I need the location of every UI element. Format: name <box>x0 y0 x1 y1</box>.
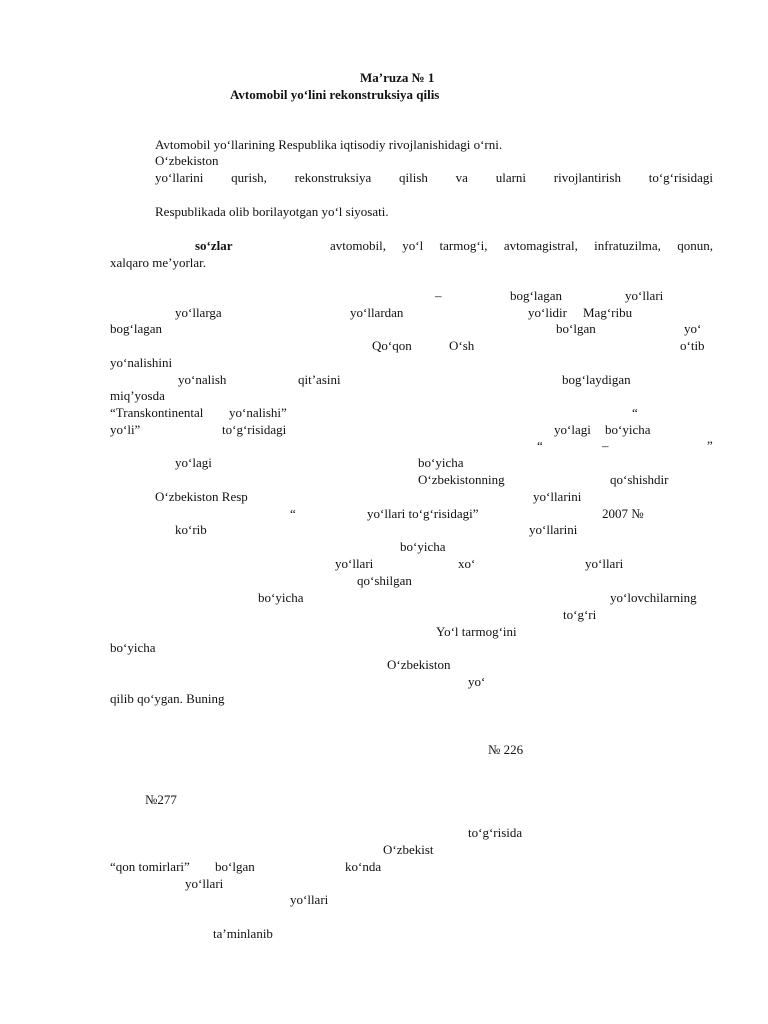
text-fragment: yo‘lagi <box>554 422 591 437</box>
text-fragment: ko‘rib <box>175 522 207 537</box>
text-fragment: yo‘lovchilarning <box>610 590 697 605</box>
intro-word: to‘g‘risidagi <box>648 170 713 185</box>
intro-line-3 <box>155 170 713 186</box>
intro-word: va <box>455 170 468 185</box>
text-fragment: yo‘nalish <box>178 372 227 387</box>
text-fragment: qilib qo‘ygan. Buning <box>110 691 225 706</box>
text-fragment: Qo‘qon <box>372 338 412 353</box>
text-fragment: yo‘llari <box>290 892 329 907</box>
keywords-text-2: xalqaro me’yorlar. <box>110 255 207 270</box>
intro-word: rekonstruksiya <box>294 170 372 185</box>
text-fragment: “ <box>537 438 543 453</box>
keywords-text-1: avtomobil, yo‘l tarmog‘i, avtomagistral, infratuzilma, qonun, <box>330 238 713 253</box>
text-fragment: bo‘yicha <box>110 640 156 655</box>
text-fragment: bo‘yicha <box>605 422 651 437</box>
text-fragment: yo‘li” <box>110 422 141 437</box>
text-fragment: – <box>435 288 442 303</box>
text-fragment: bo‘lgan <box>215 859 255 874</box>
text-fragment: ko‘nda <box>345 859 382 874</box>
text-fragment: yo‘llari <box>625 288 664 303</box>
text-fragment: ” <box>707 438 713 453</box>
text-fragment: O‘zbekistonning <box>418 472 505 487</box>
text-fragment: bo‘yicha <box>400 539 446 554</box>
text-fragment: bo‘yicha <box>258 590 304 605</box>
text-fragment: yo‘ <box>468 674 486 689</box>
text-fragment: yo‘llari to‘g‘risidagi” <box>367 506 479 521</box>
text-fragment: bo‘lgan <box>556 321 596 336</box>
text-fragment: “Transkontinental <box>110 405 204 420</box>
text-fragment: o‘tib <box>680 338 705 353</box>
text-fragment: “ <box>290 506 296 521</box>
lecture-title: Ma’ruza № 1 <box>360 70 435 85</box>
intro-word: qilish <box>398 170 428 185</box>
text-fragment: bog‘lagan <box>510 288 562 303</box>
text-fragment: ta’minlanib <box>213 926 273 941</box>
text-fragment: O‘zbekiston Resp <box>155 489 248 504</box>
text-fragment: yo‘lagi <box>175 455 212 470</box>
lecture-subtitle: Avtomobil yo‘lini rekonstruksiya qilis <box>230 87 440 102</box>
text-fragment: bog‘laydigan <box>562 372 631 387</box>
text-fragment: yo‘llardan <box>350 305 404 320</box>
text-fragment: №277 <box>145 792 177 807</box>
keywords-label: so‘zlar <box>195 238 233 253</box>
intro-line-2: O‘zbekiston <box>155 153 219 168</box>
text-fragment: yo‘llari <box>585 556 624 571</box>
intro-word: rivojlantirish <box>553 170 621 185</box>
text-fragment: Mag‘ribu <box>583 305 633 320</box>
text-fragment: xo‘ <box>458 556 476 571</box>
text-fragment: yo‘llarini <box>533 489 582 504</box>
text-fragment: – <box>602 438 609 453</box>
text-fragment: O‘sh <box>449 338 475 353</box>
text-fragment: to‘g‘ri <box>563 607 597 622</box>
text-fragment: № 226 <box>488 742 524 757</box>
text-fragment: yo‘lidir <box>528 305 567 320</box>
text-fragment: “qon tomirlari” <box>110 859 190 874</box>
text-fragment: yo‘nalishini <box>110 355 173 370</box>
text-fragment: yo‘nalishi” <box>229 405 287 420</box>
text-fragment: bo‘yicha <box>418 455 464 470</box>
text-fragment: 2007 № <box>602 506 644 521</box>
text-fragment: to‘g‘risida <box>468 825 523 840</box>
text-fragment: yo‘llarini <box>529 522 578 537</box>
text-fragment: miq’yosda <box>110 388 165 403</box>
text-fragment: yo‘llari <box>185 876 224 891</box>
text-fragment: “ <box>632 405 638 420</box>
text-fragment: to‘g‘risidagi <box>222 422 287 437</box>
intro-line-4: Respublikada olib borilayotgan yo‘l siyosati. <box>155 204 389 219</box>
text-fragment: yo‘llari <box>335 556 374 571</box>
text-fragment: qo‘shilgan <box>357 573 412 588</box>
text-fragment: qit’asini <box>298 372 341 387</box>
intro-word: yo‘llarini <box>155 170 204 185</box>
text-fragment: qo‘shishdir <box>610 472 669 487</box>
text-fragment: O‘zbekist <box>383 842 434 857</box>
intro-word: ularni <box>495 170 527 185</box>
text-fragment: bog‘lagan <box>110 321 162 336</box>
text-fragment: yo‘ <box>684 321 702 336</box>
text-fragment: Yo‘l tarmog‘ini <box>436 624 517 639</box>
text-fragment: yo‘llarga <box>175 305 222 320</box>
intro-line-1: Avtomobil yo‘llarining Respublika iqtisodiy rivojlanishidagi o‘rni. <box>155 137 503 152</box>
intro-word: qurish, <box>231 170 267 185</box>
text-fragment: O‘zbekiston <box>387 657 451 672</box>
